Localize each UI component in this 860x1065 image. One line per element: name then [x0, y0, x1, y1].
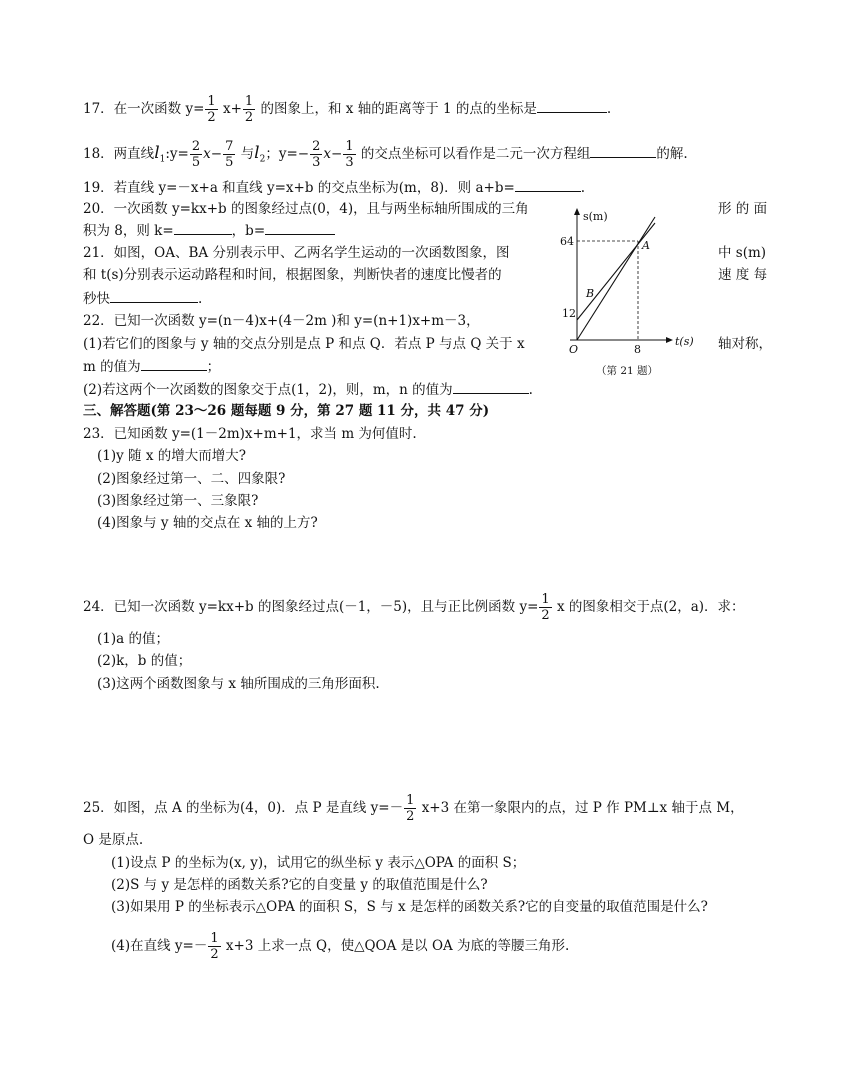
question-20-line2: 积为 8，则 k= ，b= [83, 221, 335, 240]
question-21-line1: 21．如图，OA、BA 分别表示甲、乙两名学生运动的一次函数图象，图 [83, 245, 510, 261]
question-23-title: 23．已知函数 y=(1－2m)x+m+1，求当 m 为何值时. [83, 426, 417, 442]
y-axis-label: s(m) [583, 210, 608, 223]
question-23-item: (2)图象经过第一、二、四象限? [97, 471, 286, 487]
tick-label-64: 64 [560, 235, 574, 248]
question-25-item: (2)S 与 y 是怎样的函数关系?它的自变量 y 的取值范围是什么? [111, 877, 488, 893]
question-21-line2-right: 速 度 每 [718, 267, 768, 283]
question-24-item: (1)a 的值； [97, 631, 169, 647]
fraction: $\frac{1}{2}$ [244, 94, 254, 125]
question-25-title: 25．如图，点 A 的坐标为(4，0)．点 P 是直线 y=－ $\frac{1}{2}$ x+3 在第一象限内的点，过 P 作 PM⊥x 轴于点 M， [83, 793, 744, 824]
question-24-item: (3)这两个函数图象与 x 轴所围成的三角形面积. [97, 676, 380, 692]
answer-blank[interactable] [110, 289, 198, 303]
question-25-item: (3)如果用 P 的坐标表示△OPA 的面积 S，S 与 x 是怎样的函数关系?它的自变量的取值范围是什么? [111, 899, 708, 915]
question-18: 18．两直线$l_1:y=$ $\frac{2}{5}$ x− $\frac{7}{5}$ 与$l_2$；y=− $\frac{2}{3}$ x− $\frac{1}{3}$ 的交点坐标可以看作是二元一次方程组 的解. [83, 139, 688, 170]
answer-blank[interactable] [453, 380, 529, 394]
question-21-line2: 和 t(s)分别表示运动路程和时间，根据图象，判断快者的速度比慢者的 [83, 267, 502, 283]
question-22-line4: (2)若这两个一次函数的图象交于点(1，2)，则，m，n 的值为 . [83, 382, 533, 398]
question-25-line2: O 是原点. [83, 832, 144, 848]
answer-blank[interactable] [174, 221, 232, 235]
section-heading: 三、解答题(第 23～26 题每题 9 分，第 27 题 11 分，共 47 分) [83, 403, 490, 419]
question-23-item: (1)y 随 x 的增大而增大? [97, 448, 246, 464]
y-axis-arrow [574, 208, 580, 215]
tick-label-12: 12 [562, 307, 576, 320]
question-24-title: 24．已知一次函数 y=kx+b 的图象经过点(－1，－5)，且与正比例函数 y= $\frac{1}{2}$ x 的图象相交于点(2，a)．求： [83, 592, 745, 623]
question-17: 17．在一次函数 y= $\frac{1}{2}$ x+ $\frac{1}{2}$ 的图象上，和 x 轴的距离等于 1 的点的坐标是 . [83, 94, 612, 125]
question-19: 19．若直线 y=－x+a 和直线 y=x+b 的交点坐标为(m，8)．则 a+b= . [83, 180, 586, 196]
answer-blank[interactable] [141, 357, 207, 371]
point-B-label: B [586, 287, 595, 300]
answer-blank[interactable] [265, 221, 335, 235]
point-A-label: A [642, 239, 650, 252]
question-25-item: (1)设点 P 的坐标为(x, y)，试用它的纵坐标 y 表示△OPA 的面积 S； [111, 855, 526, 871]
question-20-line1-right: 形 的 面 [718, 201, 768, 217]
question-22-line2-right: 轴对称， [718, 336, 772, 352]
fraction: $\frac{1}{2}$ [207, 94, 216, 125]
tick-label-8: 8 [634, 343, 641, 356]
question-23-item: (4)图象与 y 轴的交点在 x 轴的上方? [97, 515, 318, 531]
question-20-line1: 20．一次函数 y=kx+b 的图象经过点(0，4)，且与两坐标轴所围成的三角 [83, 201, 529, 217]
question-22-line2: (1)若它们的图象与 y 轴的交点分别是点 P 和点 Q．若点 P 与点 Q 关于 x [83, 336, 525, 352]
answer-blank[interactable] [515, 178, 581, 192]
origin-label: O [569, 343, 579, 356]
line-OA [577, 217, 655, 340]
question-25-item-4: (4)在直线 y=－ $\frac{1}{2}$ x+3 上求一点 Q，使△QOA 是以 OA 为底的等腰三角形. [111, 931, 570, 962]
x-axis-label: t(s) [675, 335, 694, 348]
question-21-line1-right: 中 s(m) [718, 245, 767, 261]
figure-caption: （第 21 题） [596, 365, 659, 377]
question-22-line3: m 的值为 ； [83, 359, 221, 375]
question-21-line3: 秒快 . [83, 291, 203, 307]
question-23-item: (3)图象经过第一、三象限? [97, 493, 259, 509]
figure-21-graph [560, 205, 710, 385]
line-BA [577, 223, 655, 320]
question-24-item: (2)k，b 的值； [97, 653, 192, 669]
x-axis-arrow [666, 337, 673, 343]
answer-blank[interactable] [537, 99, 607, 113]
question-22-line1: 22．已知一次函数 y=(n－4)x+(4－2m )和 y=(n+1)x+m－3， [83, 313, 480, 329]
answer-blank[interactable] [590, 144, 656, 158]
